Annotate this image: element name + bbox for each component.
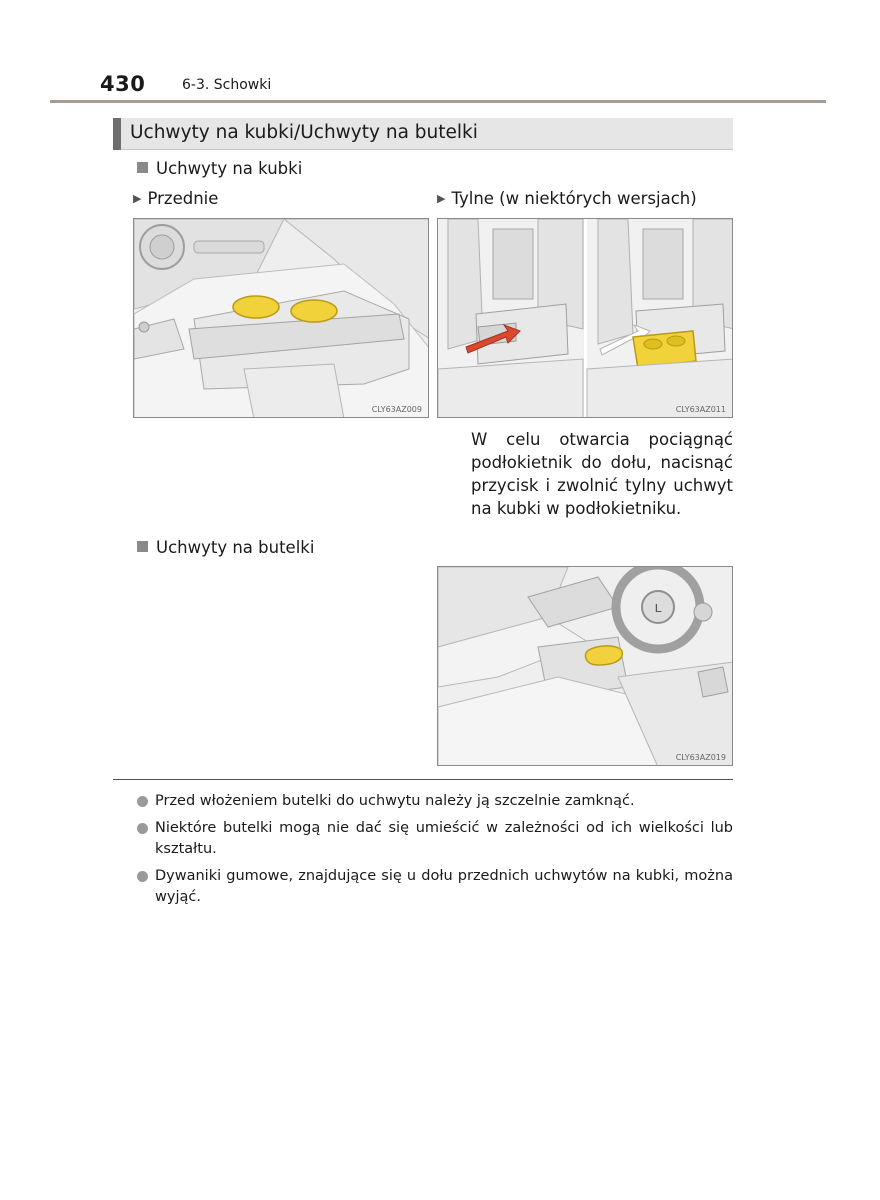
- rear-cup-holder-figure: [437, 218, 733, 418]
- section-reference: 6-3. Schowki: [182, 77, 272, 93]
- page-number: 430: [100, 72, 146, 96]
- notes-divider: [113, 779, 733, 780]
- triangle-bullet-icon: ▶: [133, 192, 142, 205]
- rear-figure-code: CLY63AZ011: [675, 405, 726, 414]
- front-cup-holder-right: [291, 300, 337, 322]
- triangle-bullet-icon: ▶: [437, 192, 446, 205]
- cup-holders-heading-text: Uchwyty na kubki: [156, 159, 303, 178]
- note-text: Niektóre butelki mogą nie dać się umieścić w zależności od ich wielkości lub kształtu.: [155, 820, 733, 857]
- bottle-holders-heading-text: Uchwyty na butelki: [156, 538, 315, 557]
- note-item: [135, 866, 733, 908]
- page-title: Uchwyty na kubki/Uchwyty na butelki: [130, 122, 478, 143]
- rear-label: [437, 189, 697, 208]
- rear-cup-holder-illustration: [438, 219, 733, 418]
- note-item: [135, 791, 733, 812]
- bottle-holder-figure: [437, 566, 733, 766]
- bullet-dot-icon: [137, 871, 148, 882]
- front-figure-code: CLY63AZ009: [371, 405, 422, 414]
- square-bullet-icon: [137, 541, 148, 552]
- title-accent: [113, 118, 121, 150]
- bottle-holder: [586, 646, 623, 665]
- front-cup-holder-illustration: [134, 219, 429, 418]
- front-cup-holder-figure: [133, 218, 429, 418]
- bottle-holder-illustration: [438, 567, 733, 766]
- cup-holders-heading: [137, 159, 302, 178]
- steering-logo-icon: ʟ: [654, 600, 662, 616]
- notes-list: [135, 791, 733, 914]
- section-title-bar: [113, 118, 733, 150]
- bottle-holders-heading: [137, 538, 314, 557]
- front-label-text: Przednie: [147, 189, 219, 208]
- note-text: Przed włożeniem butelki do uchwytu należy ją szczelnie zamknąć.: [155, 793, 635, 809]
- bullet-dot-icon: [137, 796, 148, 807]
- note-item: [135, 818, 733, 860]
- front-label: [133, 189, 218, 208]
- note-text: Dywaniki gumowe, znajdujące się u dołu przednich uchwytów na kubki, można wyjąć.: [155, 868, 733, 905]
- rear-label-text: Tylne (w niektórych wersjach): [451, 189, 697, 208]
- header-divider: [50, 100, 826, 103]
- bullet-dot-icon: [137, 823, 148, 834]
- rear-cup-holder-instruction: W celu otwarcia pociągnąć podłokietnik do dołu, nacisnąć przycisk i zwolnić tylny uchwyt na kubki w podłokietniku.: [471, 430, 733, 518]
- front-cup-holder-left: [233, 296, 279, 318]
- bottle-figure-code: CLY63AZ019: [675, 753, 726, 762]
- square-bullet-icon: [137, 162, 148, 173]
